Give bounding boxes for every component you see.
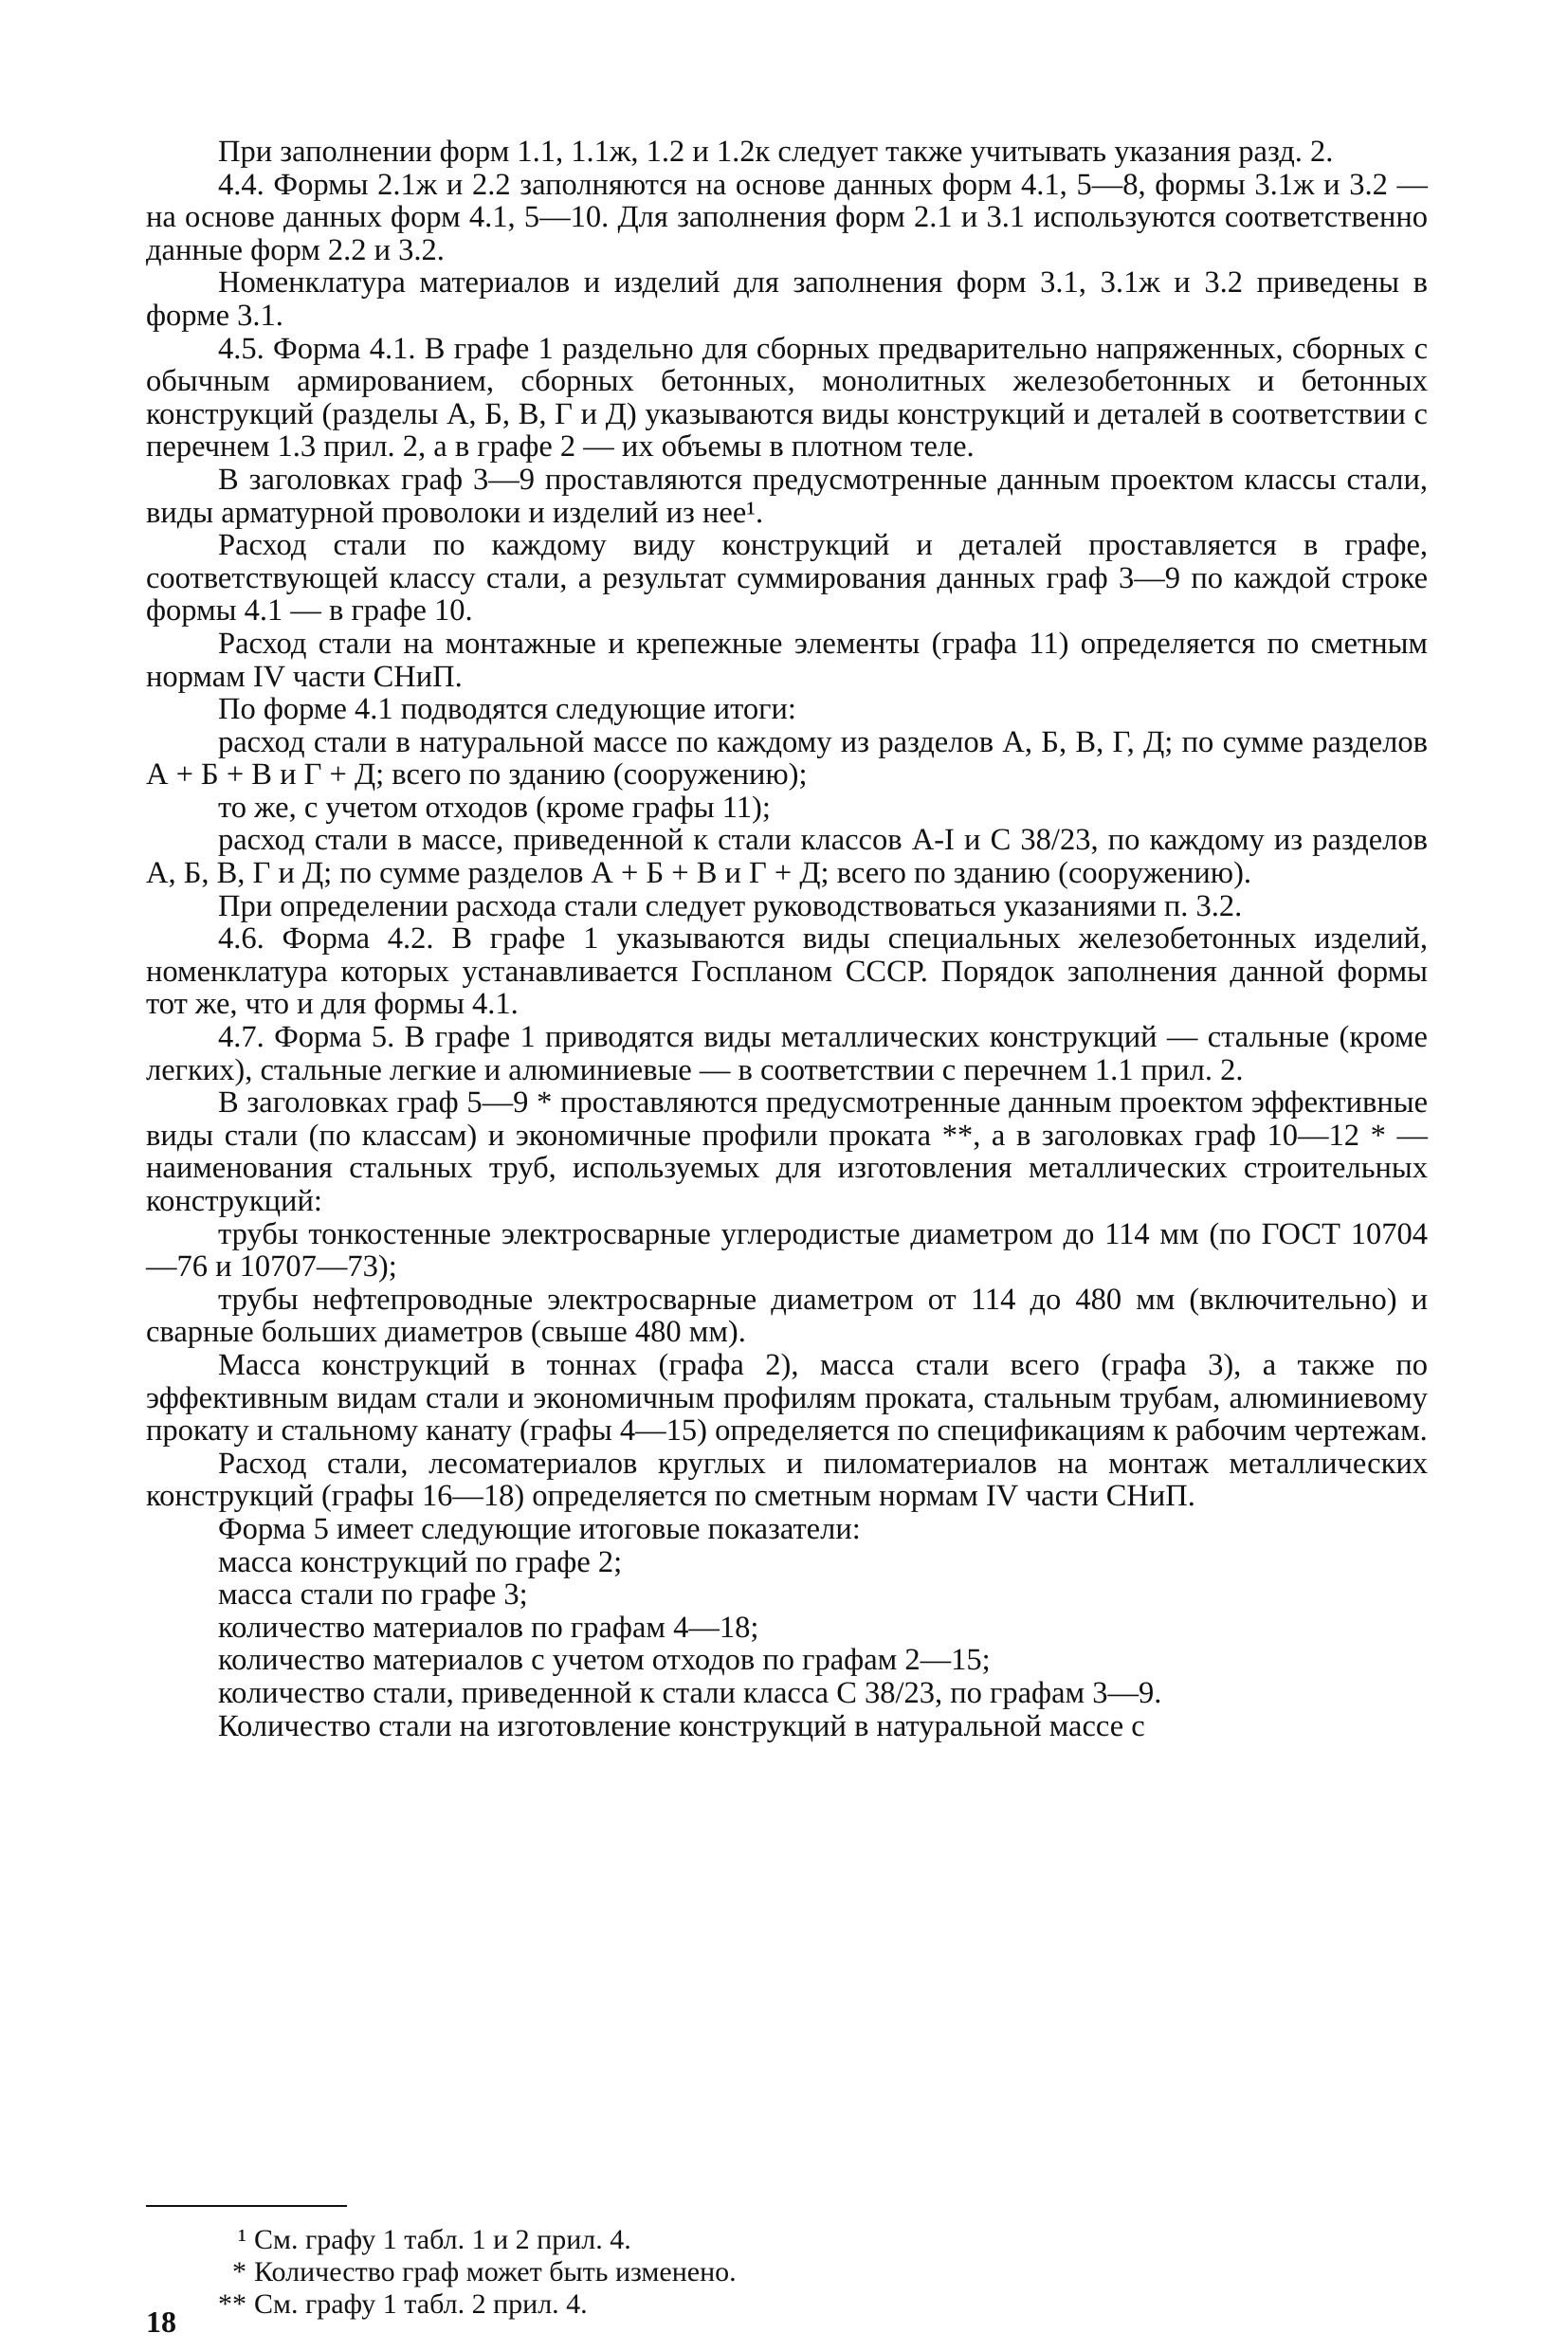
paragraph: трубы тонкостенные электросварные углеродистые диаметром до 114 мм (по ГОСТ 10704—76 и 10707—73); [146, 1216, 1428, 1285]
paragraph: Номенклатура материалов и изделий для заполнения форм 3.1, 3.1ж и 3.2 приведены в форме 3.1. [146, 265, 1428, 333]
paragraph: расход стали в массе, приведенной к стали классов А-I и С 38/23, по каждому из разделов А, Б, В, Г и Д; по сумме разделов А + Б + В и Г + Д; всего по зданию (сооружению). [146, 823, 1428, 891]
paragraph: расход стали в натуральной массе по каждому из разделов А, Б, В, Г, Д; по сумме разделов А + Б + В и Г + Д; всего по зданию (сооружению); [146, 724, 1428, 793]
paragraph: Количество стали на изготовление конструкций в натуральной массе с [218, 1708, 1145, 1743]
paragraph: трубы нефтепроводные электросварные диаметром от 114 до 480 мм (включительно) и сварные больших диаметров (свыше 480 мм). [146, 1282, 1428, 1350]
paragraph: 4.4. Формы 2.1ж и 2.2 заполняются на основе данных форм 4.1, 5—8, формы 3.1ж и 3.2 — на основе данных форм 4.1, 5—10. Для заполнения форм 2.1 и 3.1 используются соответственно данные форм 2.2 и 3.2. [146, 167, 1428, 267]
footnote-text: См. графу 1 табл. 1 и 2 прил. 4. [254, 2224, 631, 2255]
paragraph: В заголовках граф 3—9 проставляются предусмотренные данным проектом классы стали, виды арматурной проволоки и изделий из нее¹. [146, 462, 1428, 530]
paragraph: При определении расхода стали следует руководствоваться указаниями п. 3.2. [218, 888, 1243, 923]
paragraph: Форма 5 имеет следующие итоговые показатели: [218, 1511, 861, 1546]
paragraph: 4.5. Форма 4.1. В графе 1 раздельно для сборных предварительно напряженных, сборных с обычным армированием, сборных бетонных, монолитных железобетонных и бетонных конструкций (разделы А, Б, В, Г и Д) указываются виды конструкций и деталей в соответствии с перечнем 1.3 прил. 2, а в графе 2 — их объемы в плотном теле. [146, 331, 1428, 465]
footnote [218, 2256, 1356, 2288]
paragraph: масса конструкций по графе 2; [218, 1544, 623, 1579]
footnote-divider [146, 2205, 347, 2207]
paragraph: масса стали по графе 3; [218, 1577, 528, 1613]
paragraph: количество материалов с учетом отходов по графам 2—15; [218, 1643, 991, 1678]
page-number: 18 [146, 2305, 176, 2339]
footnote [218, 2288, 1356, 2321]
footnote-text: Количество граф может быть изменено. [254, 2256, 737, 2287]
paragraph: 4.6. Форма 4.2. В графе 1 указываются виды специальных железобетонных изделий, номенклатура которых устанавливается Госпланом СССР. Порядок заполнения данной формы тот же, что и для формы 4.1. [146, 921, 1428, 1022]
paragraph: По форме 4.1 подводятся следующие итоги: [218, 692, 796, 727]
paragraph: При заполнении форм 1.1, 1.1ж, 1.2 и 1.2к следует также учитывать указания разд. 2. [218, 135, 1334, 169]
body-text [146, 136, 1428, 1742]
paragraph: Масса конструкций в тоннах (графа 2), масса стали всего (графа 3), а также по эффективным видам стали и экономичным профилям проката, стальным трубам, алюминиевому прокату и стальному канату (графы 4—15) определяется по спецификациям к рабочим чертежам. [146, 1347, 1428, 1449]
paragraph: 4.7. Форма 5. В графе 1 приводятся виды металлических конструкций — стальные (кроме легких), стальные легкие и алюминиевые — в соответствии с перечнем 1.1 прил. 2. [146, 1020, 1428, 1087]
footnote-text: См. графу 1 табл. 2 прил. 4. [254, 2288, 588, 2320]
paragraph: количество стали, приведенной к стали класса С 38/23, по графам 3—9. [218, 1675, 1162, 1710]
paragraph: Расход стали, лесоматериалов круглых и пиломатериалов на монтаж металлических конструкций (графы 16—18) определяется по сметным нормам IV части СНиП. [146, 1446, 1428, 1514]
footnote-mark: ** [218, 2288, 246, 2320]
footnote-mark: * [232, 2256, 246, 2287]
footnote [218, 2224, 1356, 2256]
paragraph: то же, с учетом отходов (кроме графы 11); [218, 790, 771, 825]
paragraph: Расход стали по каждому виду конструкций и деталей проставляется в графе, соответствующей классу стали, а результат суммирования данных граф 3—9 по каждой строке формы 4.1 — в графе 10. [146, 528, 1428, 629]
footnote-mark: ¹ [238, 2224, 246, 2255]
paragraph: Расход стали на монтажные и крепежные элементы (графа 11) определяется по сметным нормам IV части СНиП. [146, 626, 1428, 694]
paragraph: В заголовках граф 5—9 * проставляются предусмотренные данным проектом эффективные виды стали (по классам) и экономичные профили проката **, а в заголовках граф 10—12 * — наименования стальных труб, используемых для изготовления металлических строительных конструкций: [146, 1085, 1428, 1218]
footnotes [218, 2224, 1356, 2321]
paragraph: количество материалов по графам 4—18; [218, 1610, 759, 1645]
